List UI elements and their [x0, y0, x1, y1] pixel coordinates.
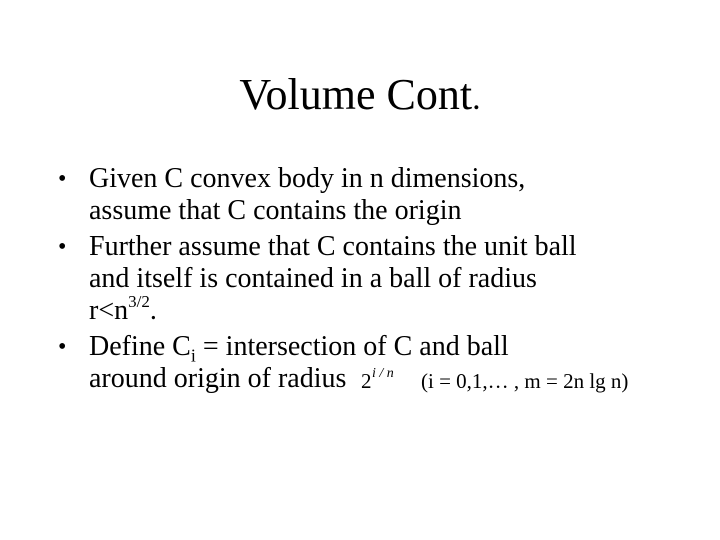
radius-bound-period: . [149, 295, 157, 326]
radius-bound-exponent: 3/2 [128, 291, 150, 311]
define-ci-prefix: Define C [89, 331, 191, 362]
bullet-list [58, 163, 698, 399]
radius-bound-base: r<n [89, 295, 129, 326]
formula-exponent: i / n [372, 366, 395, 381]
define-ci-subscript: i [190, 345, 196, 366]
slide-title [0, 68, 720, 126]
radius-formula-line [89, 363, 698, 395]
radius-formula-lead: around origin of radius [89, 363, 347, 394]
bullet-icon: • [58, 334, 67, 360]
bullet-icon: • [58, 234, 67, 260]
radius-bound-line [89, 291, 698, 327]
bullet-icon: • [58, 166, 67, 192]
bullet-text-line: assume that C contains the origin [89, 195, 462, 226]
bullet-item-convex-body [58, 163, 698, 227]
formula-base: 2 [361, 369, 372, 393]
bullet-item-define-ci [58, 331, 698, 395]
bullet-text-line: Given C convex body in n dimensions, [89, 163, 526, 194]
radius-formula-image [353, 364, 643, 394]
define-ci-line [89, 331, 698, 366]
bullet-item-unit-ball [58, 231, 698, 327]
bullet-text-line: and itself is contained in a ball of radius [89, 263, 537, 294]
bullet-text-line: Further assume that C contains the unit ball [89, 231, 577, 262]
title-text: Volume Cont [239, 70, 473, 119]
title-period: . [472, 80, 481, 117]
formula-condition: (i = 0,1,… , m = 2n lg n) [421, 369, 629, 393]
define-ci-rest: = intersection of C and ball [195, 331, 509, 362]
